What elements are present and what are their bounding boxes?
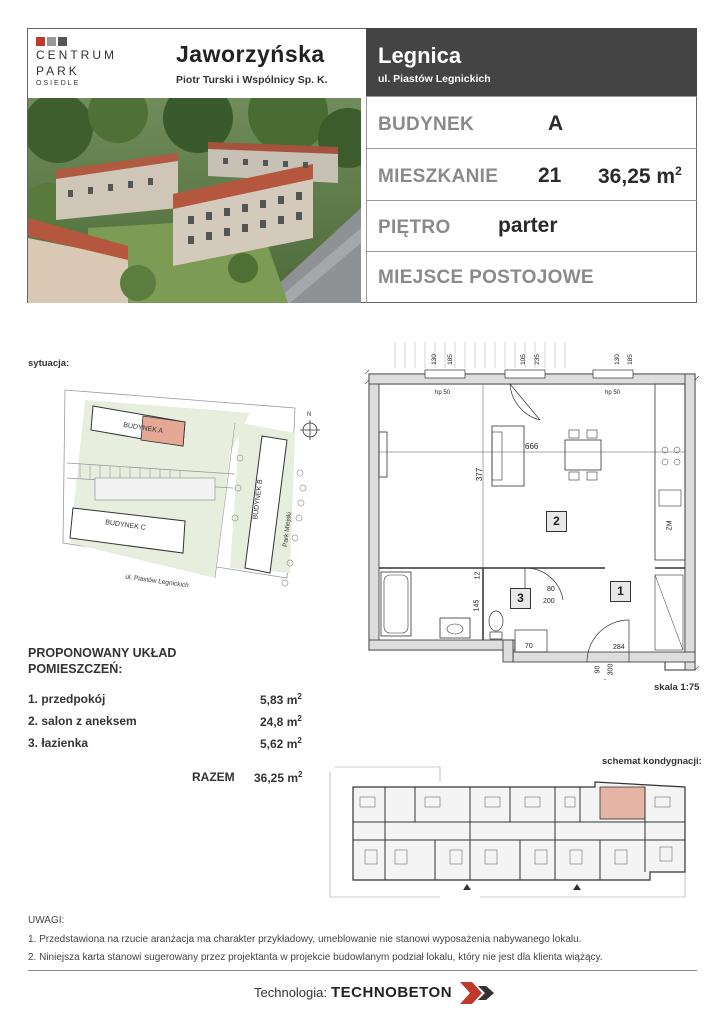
area-value: [598, 164, 682, 189]
rooms-title-line2: POMIESZCZEŃ:: [28, 662, 123, 676]
logo-line2: PARK: [36, 64, 80, 78]
total-label: RAZEM: [192, 770, 235, 784]
dim-130b: 130: [613, 354, 621, 365]
schema-label: schemat kondygnacji:: [602, 756, 702, 767]
divider: [366, 251, 697, 252]
logo: [36, 33, 117, 87]
company-name: Piotr Turski i Wspólnicy Sp. K.: [176, 74, 328, 86]
mieszkanie-label: MIESZKANIE: [378, 166, 499, 187]
room-area-2-value: 24,8 m: [260, 715, 298, 729]
note-1: 1. Przedstawiona na rzucie aranżacja ma charakter przykładowy, umeblowanie nie stanowi wyposażenia nabywanego lokalu.: [28, 934, 582, 945]
street-map-label: ul. Piastów Legnickich: [124, 573, 190, 590]
area-unit-sup: 2: [675, 164, 682, 178]
total-area: [254, 770, 303, 785]
dim-105: 105: [519, 354, 527, 365]
dim-145: 145: [473, 599, 481, 612]
pietro-value: parter: [498, 214, 558, 237]
street-name: ul. Piastów Legnickich: [378, 73, 491, 85]
situation-map: [55, 378, 335, 608]
dim-185b: 185: [626, 354, 634, 365]
floor-schema: [325, 762, 697, 902]
divider: [366, 148, 697, 149]
divider-vertical: [366, 96, 367, 303]
budynek-value: A: [548, 112, 564, 135]
room-area-3-value: 5,62 m: [260, 737, 298, 751]
dim-235: 235: [533, 354, 541, 365]
room-name-2: 2. salon z aneksem: [28, 714, 137, 728]
room-area-2: [260, 714, 302, 729]
park-label: Park Miejski: [281, 511, 294, 548]
room-area-3: [260, 736, 302, 751]
dim-70: 70: [525, 643, 533, 650]
mieszkanie-value: 21: [538, 164, 562, 187]
hp-label-1: hp 50: [435, 390, 451, 396]
rooms-title: [28, 645, 176, 677]
dim-130a: 130: [430, 354, 438, 365]
total-area-value: 36,25 m: [254, 771, 299, 785]
building-a-label: BUDYNEK A: [122, 421, 164, 436]
zm-label: ZM: [666, 520, 674, 531]
dim-90: 90: [594, 665, 602, 674]
budynek-label: BUDYNEK: [378, 114, 475, 135]
room-name-3: 3. łazienka: [28, 736, 89, 750]
note-2: 2. Niniejsza karta stanowi sugerowany przez projektanta w projekcie budowlanym podział lokalu, który nie jest dla klienta wiążący.: [28, 952, 603, 963]
dim-666: 666: [525, 442, 539, 451]
logo-square-dark: [58, 37, 67, 46]
situation-label: sytuacja:: [28, 358, 70, 369]
total-area-sup: 2: [298, 770, 303, 779]
scale-label: skala 1:75: [654, 682, 700, 693]
room-number-2: 2: [546, 511, 567, 532]
divider: [366, 96, 697, 97]
room-area-1: [260, 692, 302, 707]
parking-label: MIEJSCE POSTOJOWE: [378, 267, 594, 288]
dim-377: 377: [475, 467, 485, 482]
technology-label: Technologia:: [254, 985, 327, 1000]
rooms-title-line1: PROPONOWANY UKŁAD: [28, 646, 177, 660]
technobeton-logo-icon: [458, 980, 498, 1011]
logo-square-red: [36, 37, 45, 46]
north-label: N: [307, 412, 312, 418]
room-area-3-sup: 2: [297, 736, 302, 745]
room-area-1-value: 5,83 m: [260, 693, 298, 707]
divider: [366, 200, 697, 201]
building-visualization: [28, 98, 361, 303]
dim-12: 12: [474, 571, 482, 580]
dim-300: 300: [607, 663, 615, 676]
notes-title: UWAGI:: [28, 915, 65, 926]
hp-label-2: hp 50: [605, 390, 621, 396]
footer-divider: [28, 970, 697, 971]
technobeton-brand: TECHNOBETON: [331, 984, 453, 1001]
logo-square-grey: [47, 37, 56, 46]
dim-200: 200: [543, 598, 555, 605]
room-number-1: 1: [610, 581, 631, 602]
dim-185a: 185: [446, 354, 454, 365]
building-c-label: BUDYNEK C: [104, 519, 147, 532]
pietro-label: PIĘTRO: [378, 217, 451, 238]
room-name-1: 1. przedpokój: [28, 692, 106, 706]
area-number: 36,25 m: [598, 165, 676, 188]
logo-line3: OSIEDLE: [36, 80, 81, 87]
project-name: Jaworzyńska: [176, 41, 325, 67]
room-area-1-sup: 2: [297, 692, 302, 701]
dim-284: 284: [613, 644, 625, 651]
building-b-label: BUDYNEK B: [252, 478, 265, 521]
floor-plan: [365, 340, 700, 680]
dim-80: 80: [547, 586, 555, 593]
room-area-2-sup: 2: [297, 714, 302, 723]
logo-line1: CENTRUM: [36, 48, 117, 62]
room-number-3: 3: [510, 588, 531, 609]
city-name: Legnica: [378, 43, 462, 68]
